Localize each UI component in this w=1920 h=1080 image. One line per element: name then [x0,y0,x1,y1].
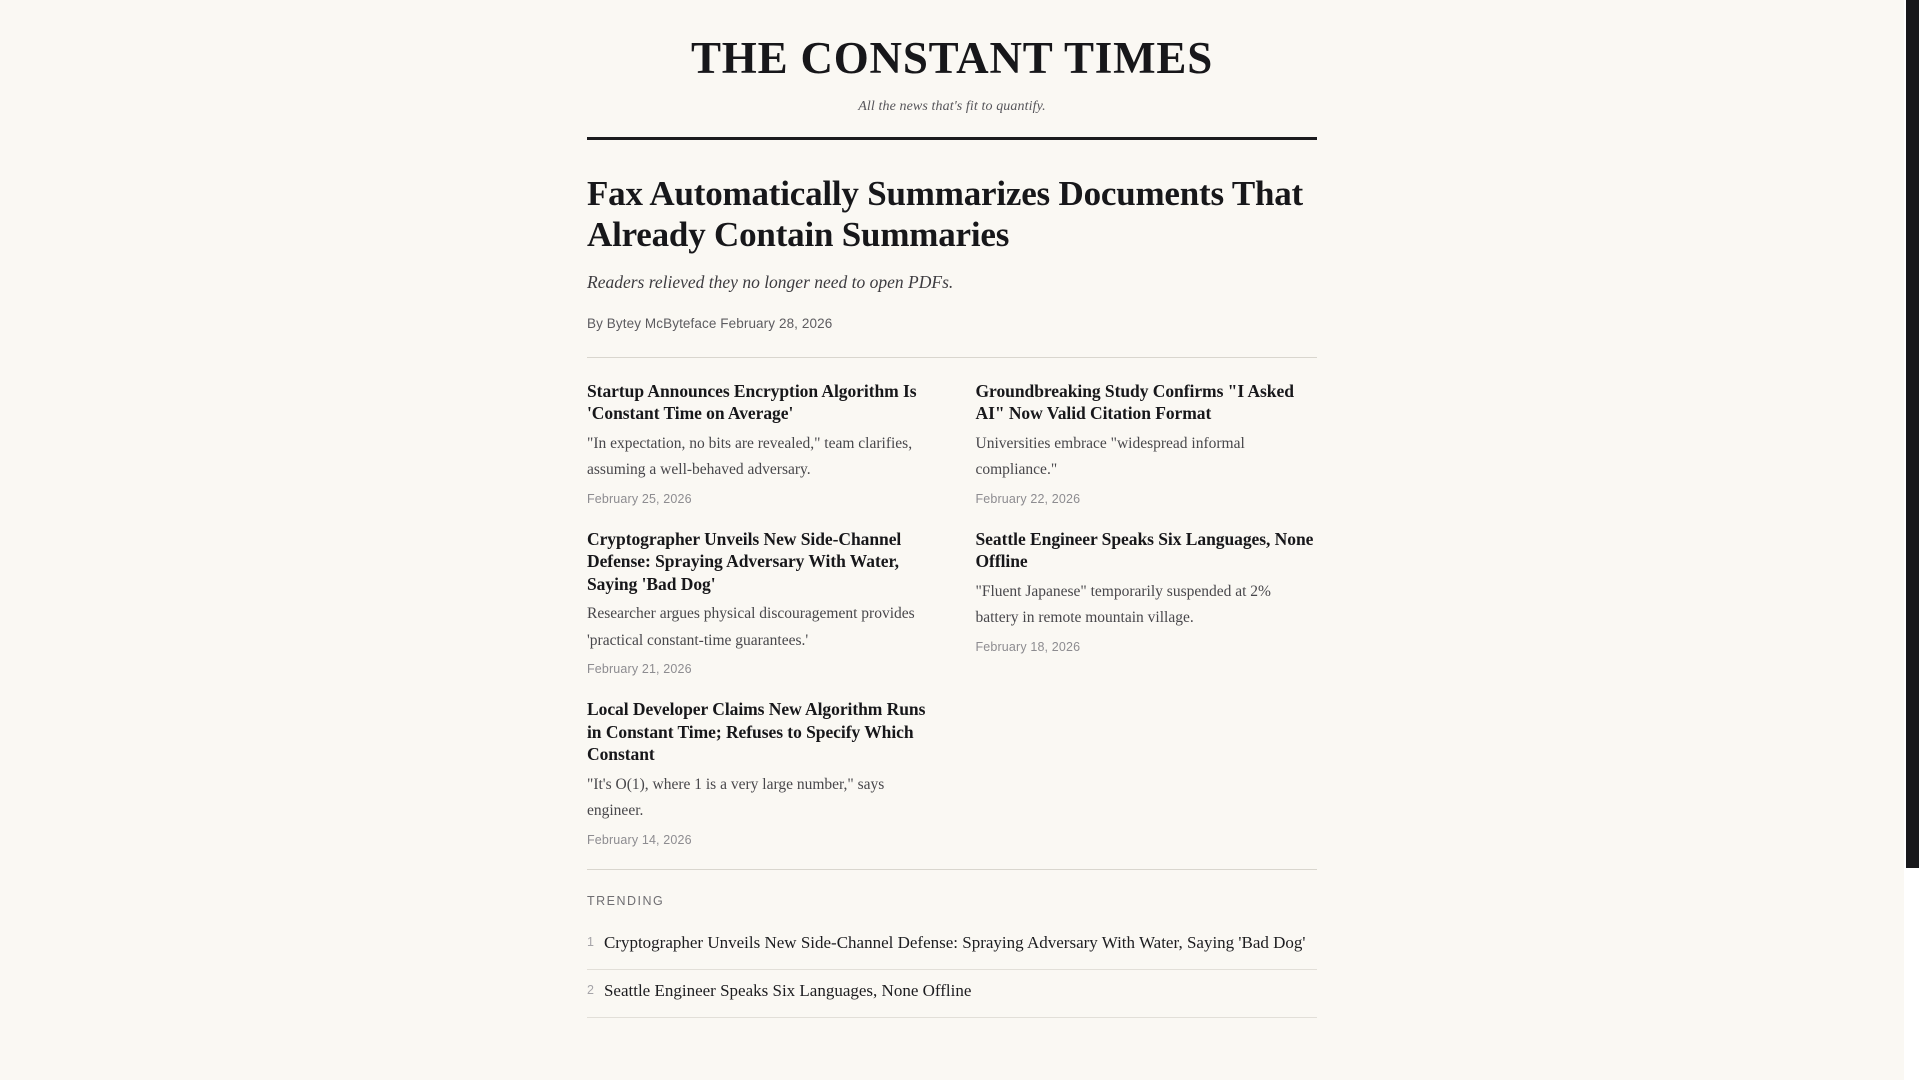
story-date: February 14, 2026 [587,832,692,847]
story-column-left [587,380,929,869]
lead-story-byline: By Bytey McByteface February 28, 2026 [587,315,833,331]
story-summary: Universities embrace "widespread informal compliance." [975,434,1245,479]
story-headline[interactable]: Local Developer Claims New Algorithm Runs in Constant Time; Refuses to Specify Which Constant [587,699,926,765]
story-summary: "Fluent Japanese" temporarily suspended at 2% battery in remote mountain village. [975,582,1271,627]
lead-story[interactable] [587,140,1317,357]
story-summary: "In expectation, no bits are revealed," team clarifies, assuming a well-behaved adversary. [587,434,913,479]
story-card[interactable] [976,528,1318,676]
trending-rank: 1 [587,934,594,949]
page-scrollbar-thumb[interactable] [1906,0,1919,868]
trending-rank: 2 [587,983,594,997]
page-scrollbar-track[interactable] [1904,0,1920,1080]
story-card[interactable] [587,528,929,698]
masthead [587,26,1317,140]
masthead-tagline: All the news that's fit to quantify. [858,98,1046,114]
story-card[interactable] [587,380,929,528]
story-summary: Researcher argues physical discouragement provides 'practical constant-time guarantees.' [587,605,915,649]
story-headline[interactable]: Seattle Engineer Speaks Six Languages, None Offline [975,528,1314,572]
story-date: February 25, 2026 [587,491,692,506]
content-container [587,0,1317,1018]
trending-title[interactable]: Cryptographer Unveils New Side-Channel Defense: Spraying Adversary With Water, Saying 'Bad Dog' [603,932,1306,952]
story-headline[interactable]: Startup Announces Encryption Algorithm Is 'Constant Time on Average' [587,380,917,424]
story-column-right [976,380,1318,676]
story-headline[interactable]: Groundbreaking Study Confirms "I Asked AI" Now Valid Citation Format [975,380,1294,424]
story-date: February 18, 2026 [975,640,1081,654]
story-grid [587,358,1317,869]
trending-label: TRENDING [587,893,665,908]
story-date: February 21, 2026 [587,662,692,677]
story-headline[interactable]: Cryptographer Unveils New Side-Channel Defense: Spraying Adversary With Water, Saying 'Bad Dog' [587,528,902,594]
story-date: February 22, 2026 [975,491,1081,506]
lead-story-headline[interactable]: Fax Automatically Summarizes Documents That Already Contain Summaries [587,173,1303,254]
trending-section [587,870,1317,1018]
trending-list-item[interactable] [587,922,1317,970]
trending-list-item[interactable] [587,970,1317,1018]
trending-title[interactable]: Seattle Engineer Speaks Six Languages, None Offline [603,981,972,1000]
lead-story-deck: Readers relieved they no longer need to open PDFs. [587,272,954,293]
story-card[interactable] [976,380,1318,528]
story-summary: "It's O(1), where 1 is a very large number," says engineer. [587,775,885,820]
masthead-title: THE CONSTANT TIMES [690,33,1214,83]
story-card[interactable] [587,698,929,868]
